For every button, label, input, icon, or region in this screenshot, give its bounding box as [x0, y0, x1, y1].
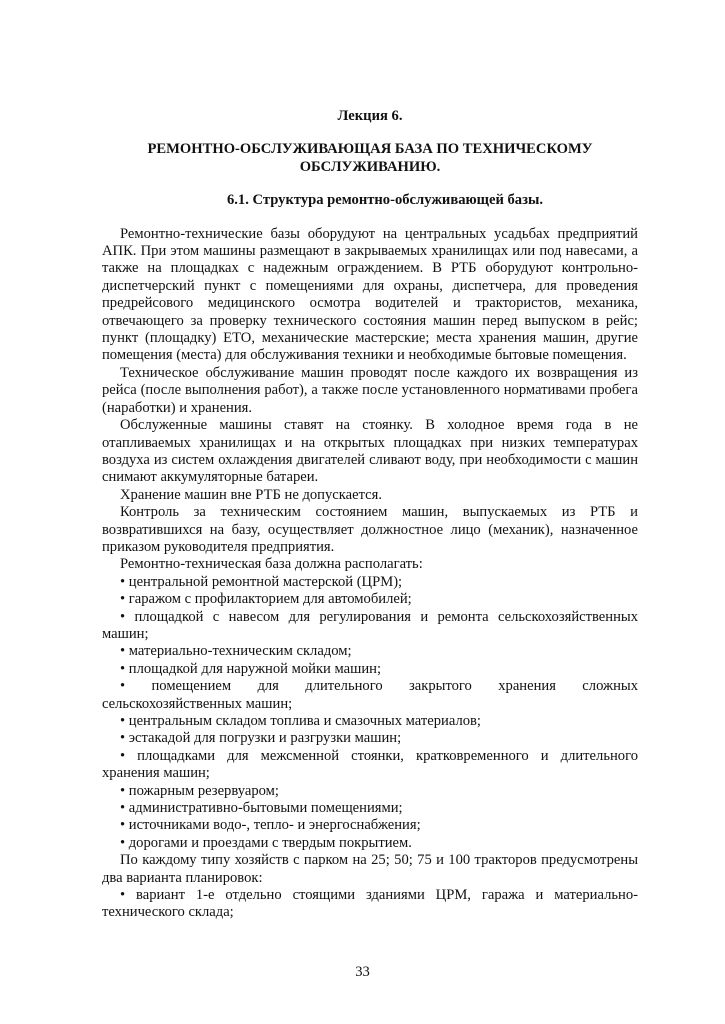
list-item: • центральной ремонтной мастерской (ЦРМ);: [120, 573, 403, 590]
list-item: • вариант 1-е отдельно стоящими зданиями ЦРМ, гаража и материально-технического склада;: [102, 887, 638, 921]
paragraph: Хранение машин вне РТБ не допускается.: [120, 486, 382, 503]
list-item: • помещением для длительного закрытого хранения сложных сельскохозяйственных машин;: [102, 678, 638, 712]
list-item: • гаражом с профилакторием для автомобилей;: [120, 591, 412, 608]
list-item: • административно-бытовыми помещениями;: [120, 800, 403, 817]
list-item: • площадками для межсменной стоянки, кратковременного и длительного хранения машин;: [102, 747, 638, 782]
lecture-heading: Лекция 6.: [337, 108, 403, 124]
list-item: • материально-техническим складом;: [120, 643, 352, 660]
document-page: [102, 108, 638, 922]
paragraph: Контроль за техническим состоянием машин, выпускаемых из РТБ и возвратившихся на базу, осуществляет должностное лицо (механик), назначенное приказом руководителя предприятия.: [102, 504, 638, 555]
list-item: • пожарным резервуаром;: [120, 782, 279, 799]
chapter-title: РЕМОНТНО-ОБСЛУЖИВАЮЩАЯ БАЗА ПО ТЕХНИЧЕСКОМУ ОБСЛУЖИВАНИЮ.: [147, 141, 593, 175]
list-item: • эстакадой для погрузки и разгрузки машин;: [120, 730, 402, 747]
paragraph: Обслуженные машины ставят на стоянку. В холодное время года в не отапливаемых хранилищах и на открытых площадках при низких температурах воздуха из систем охлаждения двигателей сливают воду, при необходимости с машин снимают аккумуляторные батареи.: [102, 417, 638, 486]
list-item: • центральным складом топлива и смазочных материалов;: [120, 713, 481, 729]
list-item: • дорогами и проездами с твердым покрытием.: [120, 834, 412, 851]
list-item: • площадкой с навесом для регулирования и ремонта сельскохозяйственных машин;: [102, 608, 638, 642]
paragraph: Ремонтно-техническая база должна располагать:: [120, 556, 423, 573]
page-number: 33: [355, 964, 370, 980]
list-item: • источниками водо-, тепло- и энергоснабжения;: [120, 817, 421, 834]
paragraph: Техническое обслуживание машин проводят после каждого их возвращения из рейса (после выполнения работ), а также после установленного нормативами пробега (наработки) и хранения.: [102, 364, 638, 416]
paragraph: По каждому типу хозяйств с парком на 25; 50; 75 и 100 тракторов предусмотрены два варианта планировок:: [102, 852, 638, 886]
section-heading: 6.1. Структура ремонтно-обслуживающей базы.: [226, 192, 544, 209]
paragraph: Ремонтно-технические базы оборудуют на центральных усадьбах предприятий АПК. При этом машины размещают в закрываемых хранилищах или под навесами, а также на площадках с надежным ограждением. В РТБ оборудуют контрольно-диспетчерский пункт с помещениями для охраны, диспетчера, для проведения предрейсового медицинского осмотра водителей и трактористов, механика, отвечающего за проверку технического состояния машин перед выпуском в рейс; пункт (площадку) ЕТО, механические мастерские; места хранения машин, другие помещения (места) для обслуживания техники и необходимые бытовые помещения.: [102, 225, 638, 364]
list-item: • площадкой для наружной мойки машин;: [120, 660, 382, 677]
